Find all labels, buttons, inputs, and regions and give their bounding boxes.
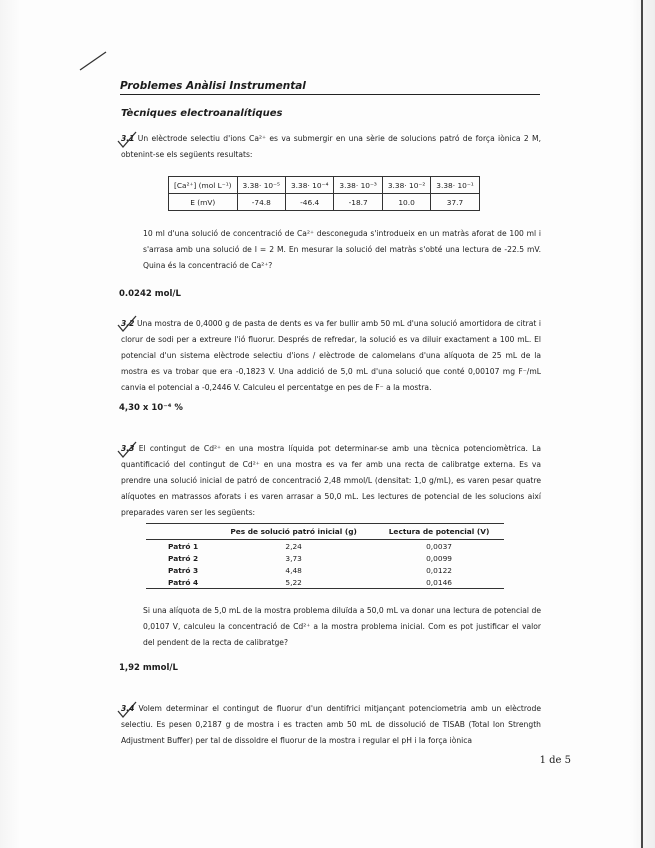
problem-text: Volem determinar el contingut de fluorur d'un dentifrici mitjançant potenciometria amb un elèctrode selectiu. Es pesen 0,2187 g de mostra i es tracten amb 50 mL de dissolució de TISAB (Total Ion Strength Adjustment Buffer) per tal de dissoldre el fluorur de la mostra i regular el pH i la força iònica [121,704,541,745]
problem-3-3-answer: 1,92 mmol/L [119,663,178,673]
section-title: Tècniques electroanalítiques [121,108,283,119]
table-row [169,194,480,211]
table-cell: 4,48 [285,565,302,575]
scan-edge [641,0,643,848]
cadmium-calibration-table [146,523,504,589]
table-row [146,564,504,576]
table-cell: 3.38· 10⁻¹ [431,177,479,194]
problem-number: 3.3 [121,444,135,453]
problem-3-4-text [121,701,541,749]
table-cell: Patró 2 [168,553,199,563]
table-cell: 5,22 [213,576,374,589]
table-cell: 0,0146 [374,576,504,589]
problem-text: Una mostra de 0,4000 g de pasta de dents es va fer bullir amb 50 mL d'una solució amortidora de citrat i clorur de sodi per a extreure l'ió fluorur. Després de refredar, la solució es va diluir exactament a 100 mL. El potencial d'un sistema elèctrode selectiu d'ions / elèctrode de calomelans d'una alíquota de 25 mL de la mostra es va trobar que era -0,1823 V. Una addició de 5,0 mL d'una solució que conté 0,00107 mg F⁻/mL canvia el potencial a -0,2446 V. Calculeu el percentatge en pes de F⁻ a la mostra. [121,319,542,392]
table-cell: 10.0 [382,194,430,211]
table-row [146,540,504,553]
table-cell: [Ca²⁺] (mol L⁻¹) [169,177,238,194]
page-header: Problemes Anàlisi Instrumental [120,80,540,95]
table-cell: 3,73 [285,553,302,563]
table-cell: 0,0122 [426,565,452,575]
pen-mark-icon [78,50,108,72]
table-cell: 2,24 [285,541,302,551]
problem-3-1-question: 10 ml d'una solució de concentració de Ca²⁺ desconeguda s'introdueix en un matràs aforat de 100 ml i s'arrasa amb una solució de I = 2 M. En mesurar la solució del matràs s'obté una lectura de -22.5 mV. Quina és la concentració de Ca²⁺? [143,229,541,270]
problem-3-3-question: Si una alíquota de 5,0 mL de la mostra problema diluïda a 50,0 mL va donar una lectura de potencial de 0,0107 V, calculeu la concentració de Cd²⁺ a la mostra problema inicial. Com es pot justificar el valor del pendent de la recta de calibratge? [143,606,541,647]
table-cell: 0,0037 [426,541,452,551]
problem-number: 3.4 [121,704,135,713]
table-cell: -74.8 [237,194,285,211]
table-row [146,552,504,564]
table-cell: 3.38· 10⁻⁵ [237,177,285,194]
table-cell: Patró 4 [146,576,213,589]
problem-text: Un elèctrode selectiu d'ions Ca²⁺ es va submergir en una sèrie de solucions patró de força iònica 2 M, obtenint-se els següents resultats: [121,134,541,159]
table-cell: -18.7 [334,194,382,211]
table-row [146,576,504,589]
problem-number: 3.1 [121,134,135,143]
calcium-data-table [168,176,480,211]
problem-3-2-text [121,316,541,396]
table-header: Lectura de potencial (V) [374,524,504,540]
problem-3-2-answer: 4,30 x 10⁻⁴ % [119,403,183,413]
table-cell: E (mV) [169,194,238,211]
table-cell: 3.38· 10⁻⁴ [285,177,333,194]
table-cell: 3.38· 10⁻³ [334,177,382,194]
table-cell: -46.4 [285,194,333,211]
problem-3-1-intro [121,131,541,163]
table-header: Pes de solució patró inicial (g) [213,524,374,540]
table-cell: Patró 1 [168,541,199,551]
table-cell: 0,0099 [426,553,452,563]
table-cell: 37.7 [431,194,479,211]
problem-3-1-answer: 0.0242 mol/L [119,289,181,299]
table-row [169,177,480,194]
problem-text: El contingut de Cd²⁺ en una mostra líquida pot determinar-se amb una tècnica potenciomètrica. La quantificació del contingut de Cd²⁺ en una mostra es va fer amb una recta de calibratge externa. Es va prendre una solució inicial de patró de concentració 2,48 mmol/L (densitat: 1,0 g/mL), es varen pesar quatre alíquotes en matrassos aforats i es varen arrasar a 50,0 mL. Les lectures de potencial de les solucions així preparades varen ser les següents: [121,444,541,517]
table-cell: 3.38· 10⁻² [382,177,430,194]
page-number: 1 de 5 [539,755,571,766]
table-header [146,524,213,540]
table-header-row [146,524,504,540]
problem-3-3-text [121,441,541,521]
table-cell: Patró 3 [168,565,199,575]
problem-number: 3.2 [121,319,135,328]
